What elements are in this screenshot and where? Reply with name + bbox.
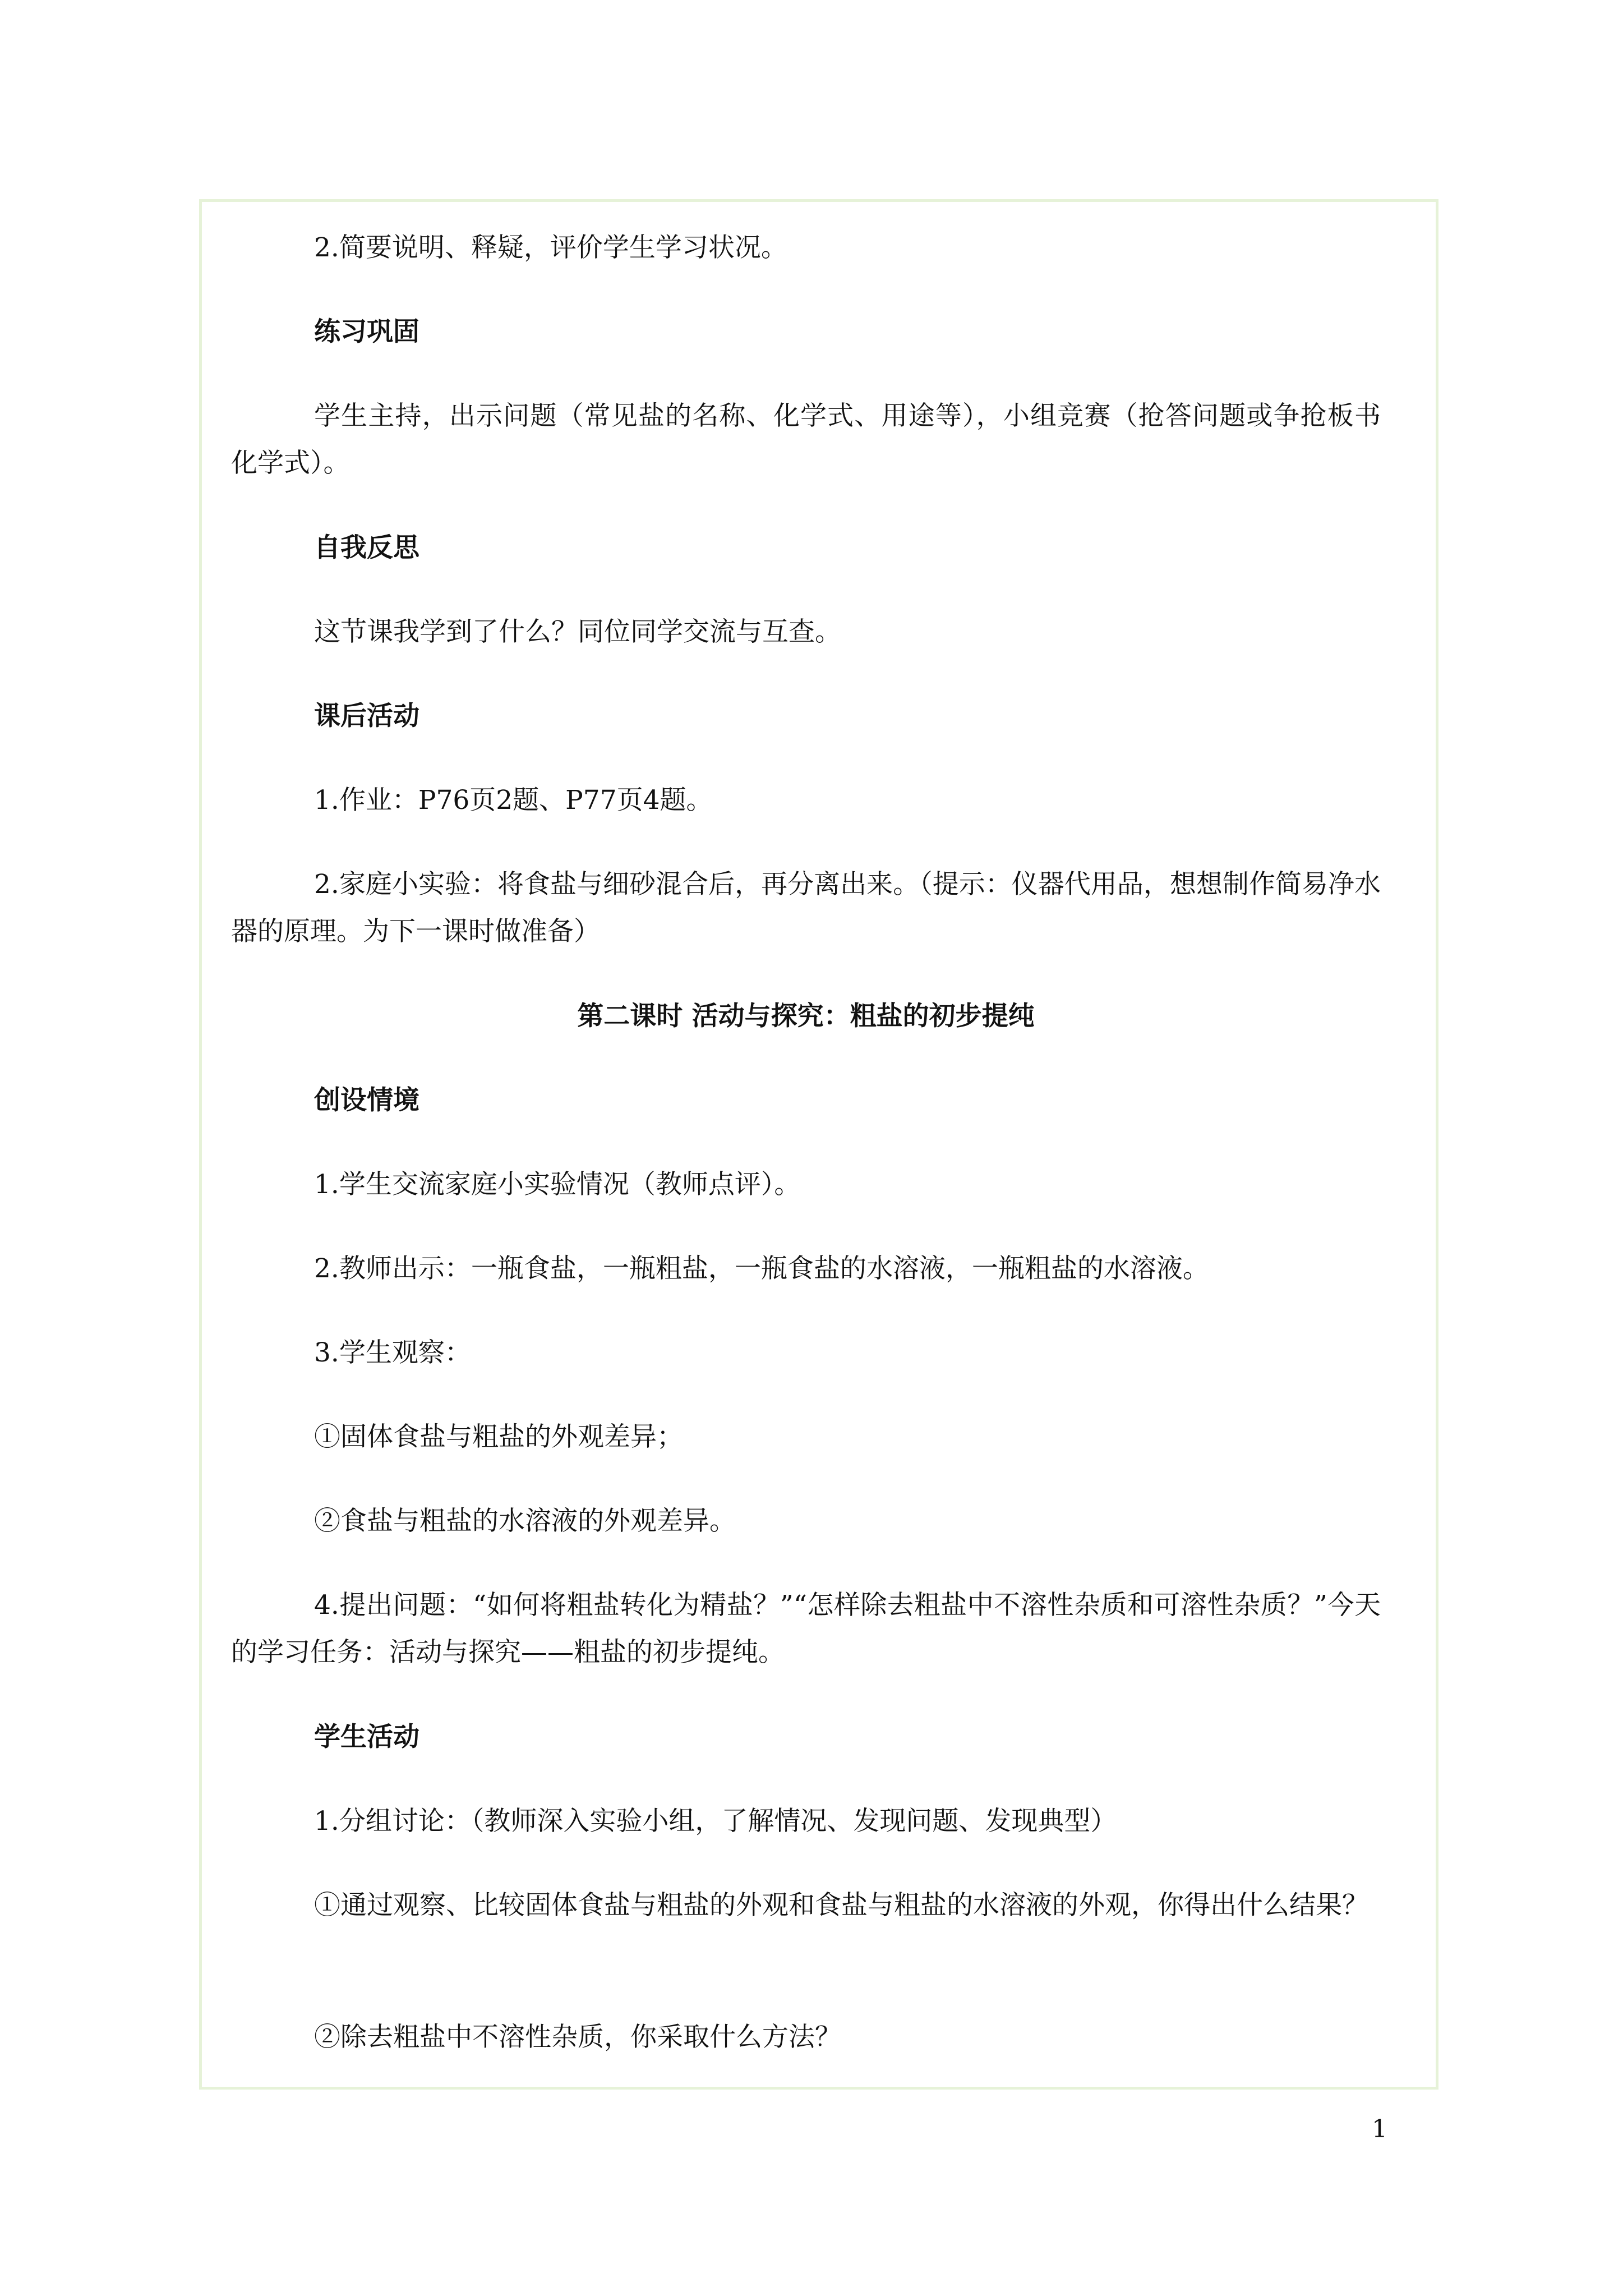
heading-create-situation: 创设情境 xyxy=(314,1085,419,1116)
paragraph-home-experiment: 2.家庭小实验：将食盐与细砂混合后，再分离出来。（提示：仪器代用品，想想制作简易净水器的原理。为下一课时做准备） xyxy=(231,869,1381,947)
paragraph-question: 4.提出问题：“如何将粗盐转化为精盐？”“怎样除去粗盐中不溶性杂质和可溶性杂质？”今天的学习任务：活动与探究——粗盐的初步提纯。 xyxy=(231,1590,1381,1668)
heading-student-activity: 学生活动 xyxy=(314,1722,419,1752)
paragraph-discussion-question-2: ②除去粗盐中不溶性杂质，你采取什么方法？ xyxy=(314,2022,841,2053)
paragraph-group-discussion: 1.分组讨论：（教师深入实验小组，了解情况、发现问题、发现典型） xyxy=(314,1806,1117,1837)
heading-self-reflection: 自我反思 xyxy=(314,532,419,563)
paragraph-situation-2: 2.教师出示：一瓶食盐，一瓶粗盐，一瓶食盐的水溶液，一瓶粗盐的水溶液。 xyxy=(314,1253,1209,1284)
paragraph-observation-1: ①固体食盐与粗盐的外观差异； xyxy=(314,1421,683,1452)
paragraph-situation-3: 3.学生观察： xyxy=(314,1337,471,1368)
heading-practice: 练习巩固 xyxy=(314,316,419,347)
page-number: 1 xyxy=(1372,2115,1387,2143)
paragraph-practice: 学生主持，出示问题（常见盐的名称、化学式、用途等），小组竞赛（抢答问题或争抢板书化学式）。 xyxy=(231,401,1381,478)
lesson-two-title: 第二课时 活动与探究：粗盐的初步提纯 xyxy=(577,1001,1035,1032)
heading-after-class: 课后活动 xyxy=(314,701,419,731)
paragraph-situation-1: 1.学生交流家庭小实验情况（教师点评）。 xyxy=(314,1169,801,1200)
paragraph-explain: 2.简要说明、释疑，评价学生学习状况。 xyxy=(314,232,787,263)
paragraph-homework: 1.作业：P76页2题、P77页4题。 xyxy=(314,785,713,816)
paragraph-observation-2: ②食盐与粗盐的水溶液的外观差异。 xyxy=(314,1506,736,1536)
paragraph-discussion-question-1: ①通过观察、比较固体食盐与粗盐的外观和食盐与粗盐的水溶液的外观，你得出什么结果？ xyxy=(314,1890,1368,1921)
paragraph-reflection: 这节课我学到了什么？同位同学交流与互查。 xyxy=(314,616,841,647)
